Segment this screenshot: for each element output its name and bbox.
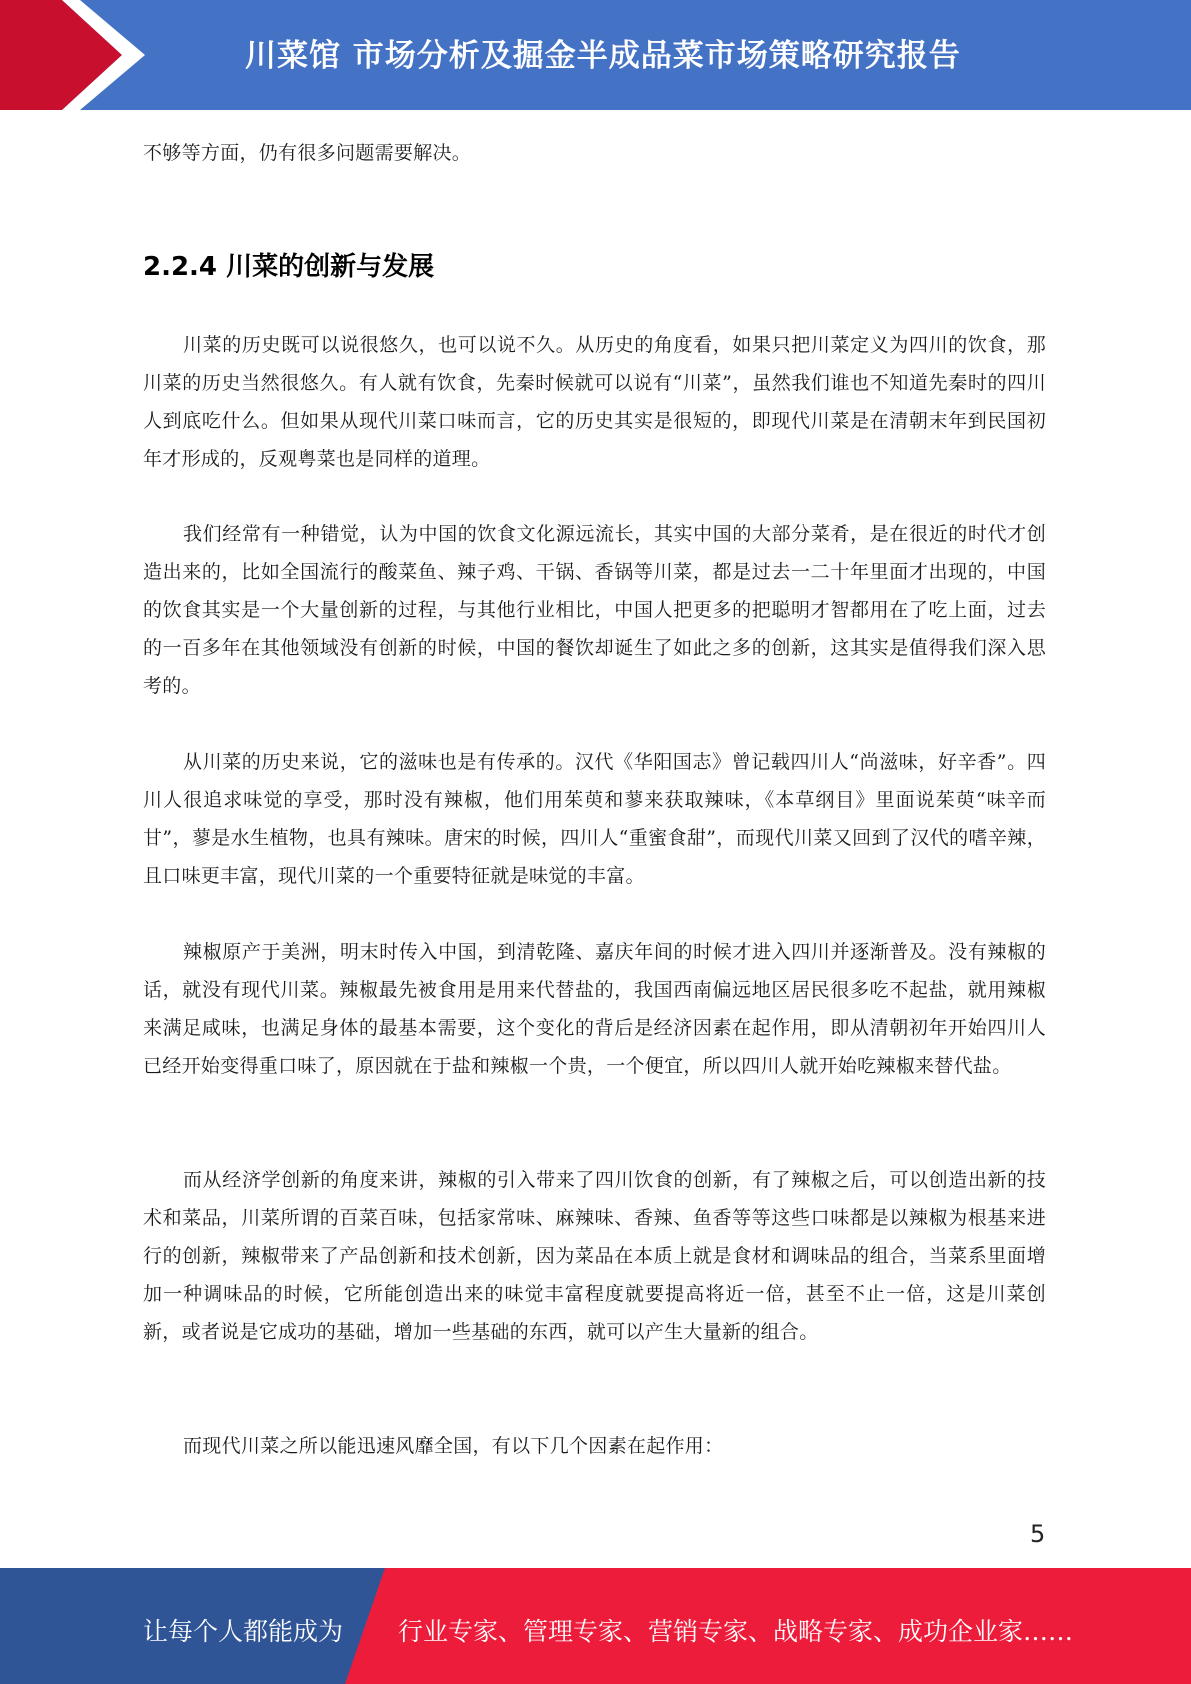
page-header	[0, 0, 1191, 110]
paragraph-5: 而从经济学创新的角度来讲，辣椒的引入带来了四川饮食的创新，有了辣椒之后，可以创造出新的技术和菜品，川菜所谓的百菜百味，包括家常味、麻辣味、香辣、鱼香等等这些口味都是以辣椒为根基来进行的创新，辣椒带来了产品创新和技术创新，因为菜品在本质上就是食材和调味品的组合，当菜系里面增加一种调味品的时候，它所能创造出来的味觉丰富程度就要提高将近一倍，甚至不止一倍，这是川菜创新，或者说是它成功的基础，增加一些基础的东西，就可以产生大量新的组合。	[143, 1169, 1046, 1343]
header-red-chevron	[0, 0, 150, 110]
report-title: 川菜馆 市场分析及掘金半成品菜市场策略研究报告	[245, 38, 961, 74]
paragraph-1: 川菜的历史既可以说很悠久，也可以说不久。从历史的角度看，如果只把川菜定义为四川的饮食，那川菜的历史当然很悠久。有人就有饮食，先秦时候就可以说有“川菜”，虽然我们谁也不知道先秦时的四川人到底吃什么。但如果从现代川菜口味而言，它的历史其实是很短的，即现代川菜是在清朝末年到民国初年才形成的，反观粤菜也是同样的道理。	[143, 334, 1046, 470]
section-heading: 2.2.4 川菜的创新与发展	[143, 252, 435, 282]
paragraph-6: 而现代川菜之所以能迅速风靡全国，有以下几个因素在起作用：	[183, 1435, 724, 1457]
paragraph-4: 辣椒原产于美洲，明末时传入中国，到清乾隆、嘉庆年间的时候才进入四川并逐渐普及。没有辣椒的话，就没有现代川菜。辣椒最先被食用是用来代替盐的，我国西南偏远地区居民很多吃不起盐，就用辣椒来满足咸味，也满足身体的最基本需要，这个变化的背后是经济因素在起作用，即从清朝初年开始四川人已经开始变得重口味了，原因就在于盐和辣椒一个贵，一个便宜，所以四川人就开始吃辣椒来替代盐。	[143, 941, 1046, 1077]
footer-slogan-left: 让每个人都能成为	[143, 1617, 344, 1646]
intro-fragment: 不够等方面，仍有很多问题需要解决。	[143, 142, 472, 164]
page-number: 5	[1030, 1520, 1046, 1548]
paragraph-2: 我们经常有一种错觉，认为中国的饮食文化源远流长，其实中国的大部分菜肴，是在很近的时代才创造出来的，比如全国流行的酸菜鱼、辣子鸡、干锅、香锅等川菜，都是过去一二十年里面才出现的，中国的饮食其实是一个大量创新的过程，与其他行业相比，中国人把更多的把聪明才智都用在了吃上面，过去的一百多年在其他领域没有创新的时候，中国的餐饮却诞生了如此之多的创新，这其实是值得我们深入思考的。	[143, 523, 1046, 697]
paragraph-3: 从川菜的历史来说，它的滋味也是有传承的。汉代《华阳国志》曾记载四川人“尚滋味，好辛香”。四川人很追求味觉的享受，那时没有辣椒，他们用茱萸和蓼来获取辣味，《本草纲目》里面说茱萸“味辛而甘”，蓼是水生植物，也具有辣味。唐宋的时候，四川人“重蜜食甜”，而现代川菜又回到了汉代的嗜辛辣，且口味更丰富，现代川菜的一个重要特征就是味觉的丰富。	[143, 751, 1046, 887]
footer-slogan-right: 行业专家、管理专家、营销专家、战略专家、成功企业家……	[398, 1617, 1074, 1646]
